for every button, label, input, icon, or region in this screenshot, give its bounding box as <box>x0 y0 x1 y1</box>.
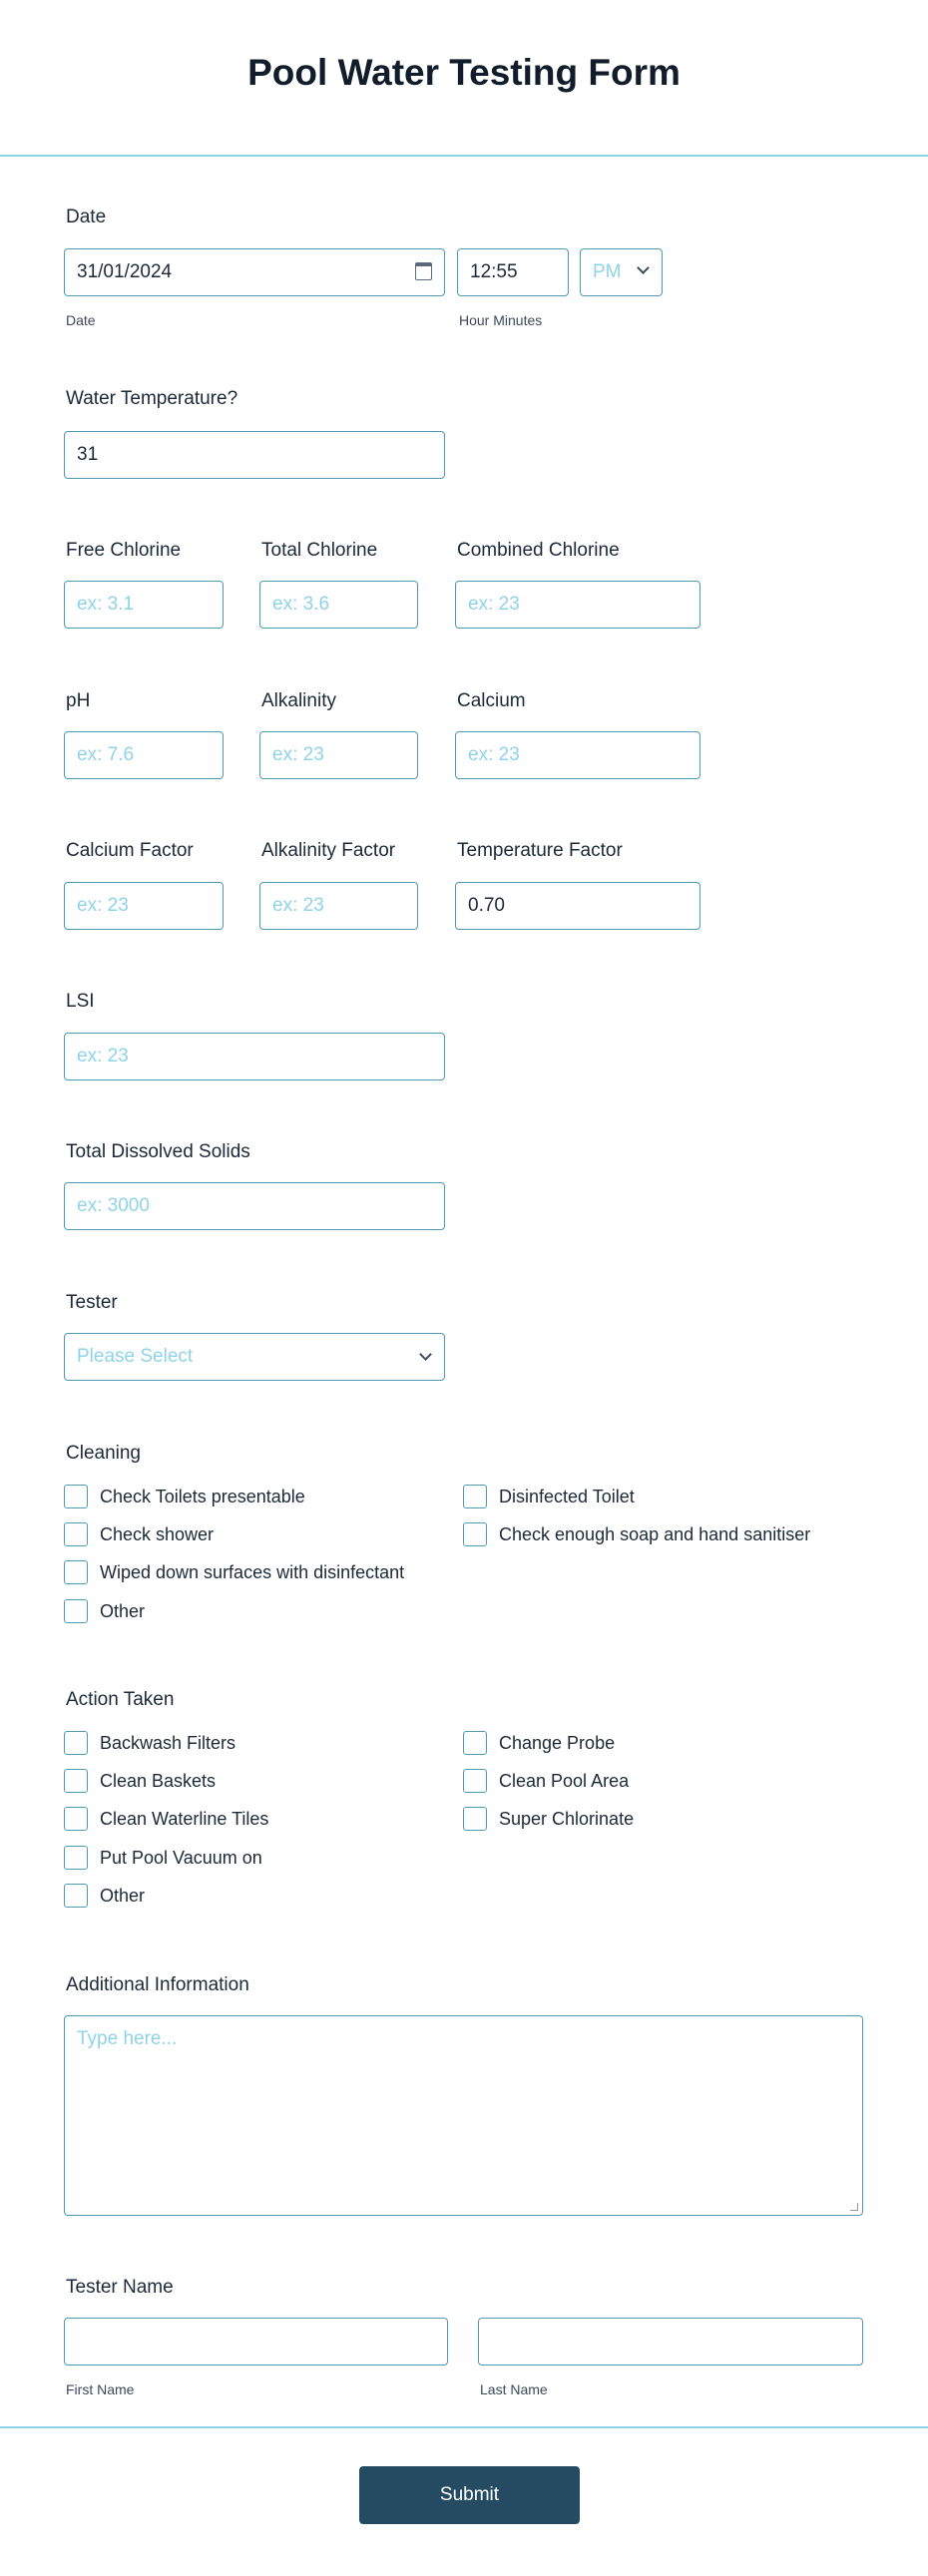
checkbox[interactable] <box>463 1769 487 1793</box>
checkbox-label: Other <box>100 1600 146 1621</box>
checkbox-super-chlorinate[interactable] <box>463 1807 634 1831</box>
checkbox-label: Clean Waterline Tiles <box>100 1808 269 1829</box>
free-chlorine-input[interactable] <box>64 581 224 629</box>
placeholder: ex: 23 <box>468 594 520 615</box>
placeholder: ex: 7.6 <box>77 744 135 765</box>
last-name-input[interactable] <box>478 2318 863 2365</box>
placeholder: ex: 23 <box>272 744 324 765</box>
checkbox-clean-pool-area[interactable] <box>463 1769 629 1793</box>
free-chlorine-label: Free Chlorine <box>66 540 182 561</box>
checkbox-label: Wiped down surfaces with disinfectant <box>100 1561 405 1582</box>
temperature-factor-value: 0.70 <box>468 895 505 916</box>
time-value: 12:55 <box>470 261 518 282</box>
checkbox-label: Put Pool Vacuum on <box>100 1847 262 1868</box>
checkbox-clean-waterline-tiles[interactable] <box>64 1807 268 1831</box>
placeholder: ex: 23 <box>77 1046 129 1067</box>
checkbox[interactable] <box>463 1485 487 1508</box>
checkbox[interactable] <box>463 1522 487 1546</box>
placeholder: Please Select <box>77 1346 194 1367</box>
date-label: Date <box>66 207 107 227</box>
alkalinity-factor-input[interactable] <box>259 882 418 930</box>
date-value: 31/01/2024 <box>77 261 173 282</box>
placeholder: ex: 3000 <box>77 1195 150 1216</box>
tester-select[interactable] <box>64 1333 445 1381</box>
alkalinity-factor-label: Alkalinity Factor <box>261 840 396 861</box>
ampm-select[interactable] <box>580 248 663 296</box>
footer-divider <box>0 2426 928 2428</box>
chevron-down-icon <box>637 261 650 274</box>
placeholder: Type here... <box>77 2028 178 2049</box>
first-name-input[interactable] <box>64 2318 448 2365</box>
ph-label: pH <box>66 690 91 711</box>
checkbox[interactable] <box>64 1560 88 1584</box>
checkbox-clean-baskets[interactable] <box>64 1769 216 1793</box>
checkbox-backwash-filters[interactable] <box>64 1731 235 1755</box>
page-title: Pool Water Testing Form <box>247 52 681 93</box>
tds-label: Total Dissolved Solids <box>66 1141 250 1162</box>
water-temp-label: Water Temperature? <box>66 388 238 409</box>
checkbox-label: Check enough soap and hand sanitiser <box>499 1523 811 1544</box>
checkbox[interactable] <box>64 1884 88 1908</box>
action-taken-label: Action Taken <box>66 1689 175 1710</box>
alkalinity-label: Alkalinity <box>261 690 336 711</box>
combined-chlorine-label: Combined Chlorine <box>457 540 620 561</box>
calcium-label: Calcium <box>457 690 526 711</box>
date-sublabel: Date <box>66 312 96 328</box>
checkbox-label: Clean Pool Area <box>499 1770 630 1791</box>
water-temp-value: 31 <box>77 444 99 465</box>
calcium-input[interactable] <box>455 731 700 779</box>
checkbox-label: Backwash Filters <box>100 1732 236 1753</box>
checkbox-wiped-surfaces[interactable] <box>64 1560 404 1584</box>
additional-info-label: Additional Information <box>66 1974 249 1995</box>
checkbox[interactable] <box>64 1522 88 1546</box>
calendar-icon[interactable] <box>415 262 432 280</box>
placeholder: ex: 23 <box>468 744 520 765</box>
placeholder: ex: 23 <box>272 895 324 916</box>
checkbox-label: Other <box>100 1885 146 1906</box>
checkbox-pool-vacuum[interactable] <box>64 1846 262 1870</box>
total-chlorine-input[interactable] <box>259 581 418 629</box>
checkbox-check-shower[interactable] <box>64 1522 214 1546</box>
chevron-down-icon <box>419 1348 432 1361</box>
checkbox[interactable] <box>463 1731 487 1755</box>
calcium-factor-input[interactable] <box>64 882 224 930</box>
header-divider <box>0 155 928 157</box>
lsi-label: LSI <box>66 991 95 1012</box>
water-temp-input[interactable] <box>64 431 445 479</box>
additional-info-textarea[interactable] <box>64 2015 863 2216</box>
checkbox-label: Check shower <box>100 1523 215 1544</box>
time-sublabel: Hour Minutes <box>459 312 543 328</box>
date-input[interactable] <box>64 248 445 296</box>
temperature-factor-label: Temperature Factor <box>457 840 623 861</box>
placeholder: ex: 23 <box>77 895 129 916</box>
checkbox-label: Change Probe <box>499 1732 616 1753</box>
checkbox[interactable] <box>64 1599 88 1623</box>
tester-name-label: Tester Name <box>66 2277 174 2298</box>
calcium-factor-label: Calcium Factor <box>66 840 194 861</box>
last-name-sublabel: Last Name <box>480 2381 548 2397</box>
checkbox-disinfected-toilet[interactable] <box>463 1485 635 1508</box>
ampm-value: PM <box>593 261 622 282</box>
checkbox-check-soap[interactable] <box>463 1522 810 1546</box>
checkbox[interactable] <box>64 1846 88 1870</box>
checkbox-action-other[interactable] <box>64 1884 145 1908</box>
checkbox[interactable] <box>64 1807 88 1831</box>
lsi-input[interactable] <box>64 1033 445 1080</box>
checkbox[interactable] <box>64 1731 88 1755</box>
cleaning-label: Cleaning <box>66 1443 141 1464</box>
ph-input[interactable] <box>64 731 224 779</box>
checkbox-cleaning-other[interactable] <box>64 1599 145 1623</box>
time-input[interactable] <box>457 248 569 296</box>
tds-input[interactable] <box>64 1182 445 1230</box>
checkbox[interactable] <box>463 1807 487 1831</box>
resize-handle-icon[interactable] <box>850 2203 858 2211</box>
total-chlorine-label: Total Chlorine <box>261 540 378 561</box>
checkbox-label: Clean Baskets <box>100 1770 217 1791</box>
checkbox-label: Check Toilets presentable <box>100 1486 305 1506</box>
checkbox-check-toilets[interactable] <box>64 1485 305 1508</box>
checkbox-label: Super Chlorinate <box>499 1808 635 1829</box>
placeholder: ex: 3.6 <box>272 594 330 615</box>
checkbox[interactable] <box>64 1769 88 1793</box>
checkbox-change-probe[interactable] <box>463 1731 615 1755</box>
combined-chlorine-input[interactable] <box>455 581 700 629</box>
checkbox[interactable] <box>64 1485 88 1508</box>
alkalinity-input[interactable] <box>259 731 418 779</box>
checkbox-label: Disinfected Toilet <box>499 1486 635 1506</box>
temperature-factor-input[interactable] <box>455 882 700 930</box>
submit-button[interactable]: Submit <box>359 2466 580 2524</box>
tester-label: Tester <box>66 1292 118 1313</box>
placeholder: ex: 3.1 <box>77 594 135 615</box>
first-name-sublabel: First Name <box>66 2381 135 2397</box>
